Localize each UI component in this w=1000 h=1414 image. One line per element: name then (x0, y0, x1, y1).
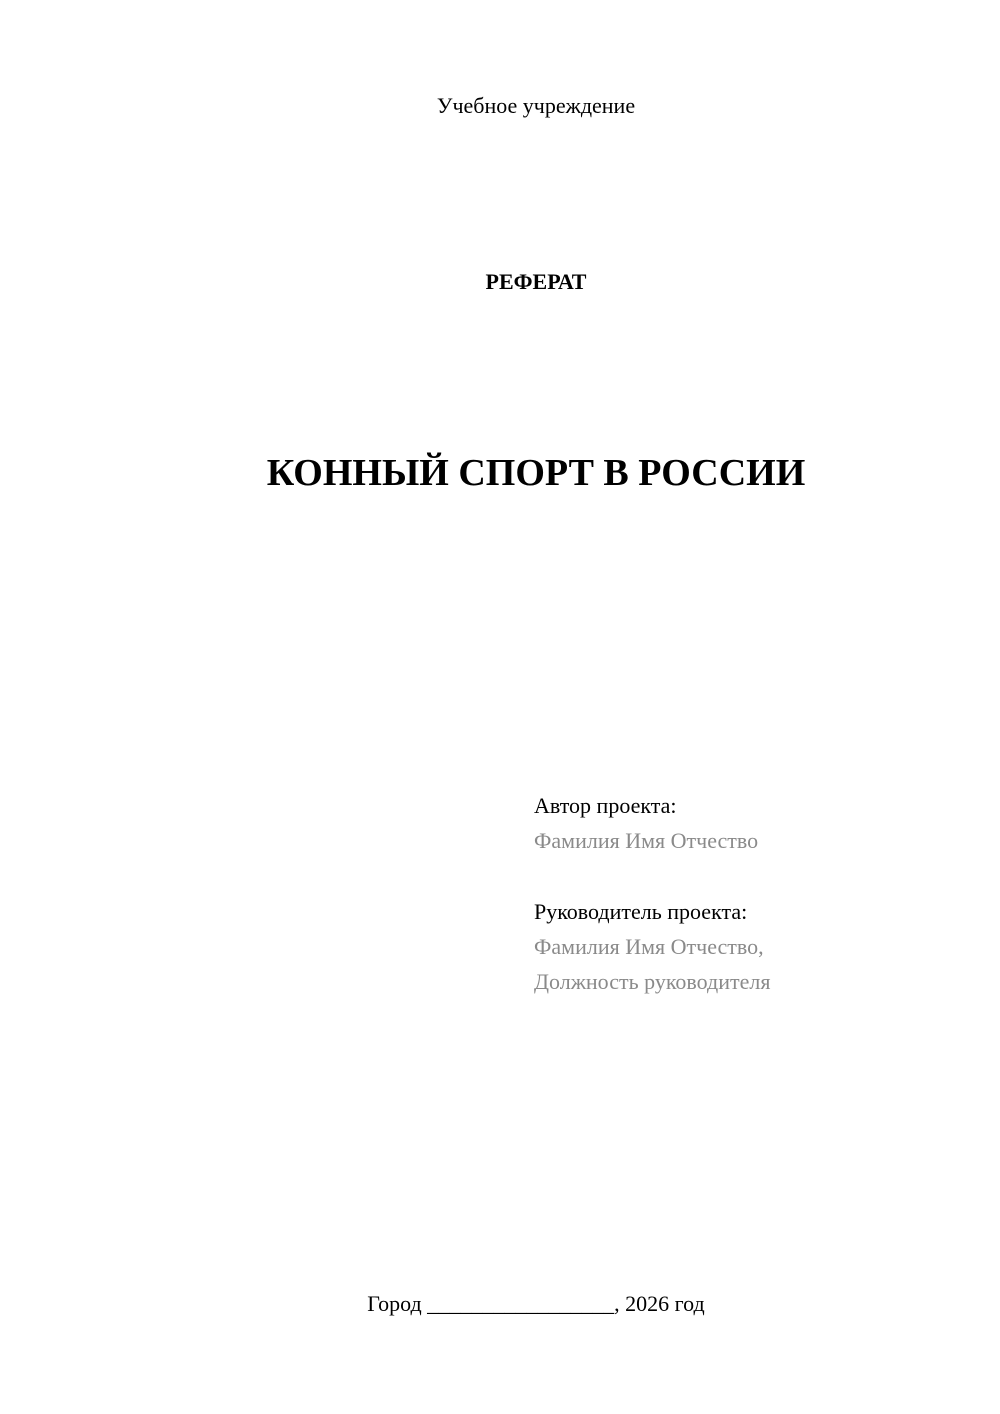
author-label: Автор проекта: (534, 793, 677, 818)
supervisor-name: Фамилия Имя Отчество, (534, 934, 764, 959)
city-year-line: Город _________________, 2026 год (367, 1291, 705, 1316)
document-title: КОННЫЙ СПОРТ В РОССИИ (266, 452, 806, 494)
spacer (534, 858, 974, 894)
author-name: Фамилия Имя Отчество (534, 828, 759, 853)
supervisor-position: Должность руководителя (534, 969, 771, 994)
project-info-block (534, 788, 974, 999)
supervisor-label: Руководитель проекта: (534, 899, 748, 924)
institution-name: Учебное учреждение (436, 93, 636, 118)
document-type: РЕФЕРАТ (485, 269, 587, 294)
